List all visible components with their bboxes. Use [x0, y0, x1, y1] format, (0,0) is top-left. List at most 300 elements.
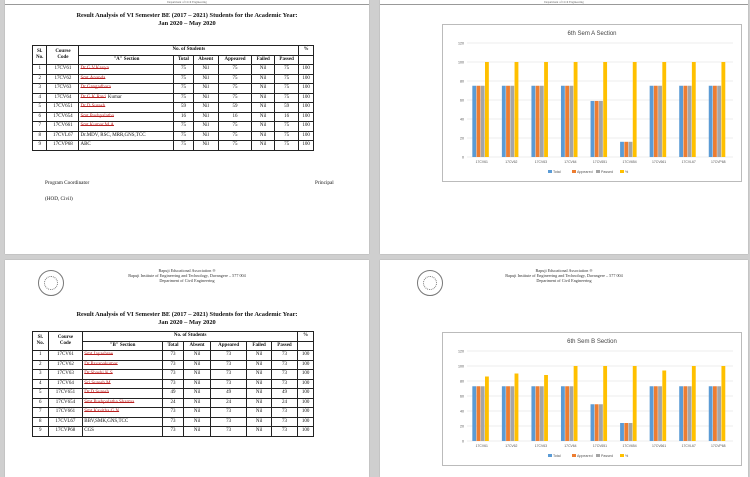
cell-faculty	[83, 389, 163, 399]
bar-total	[591, 101, 595, 157]
org-line2: Bapuji Institute of Engineering and Technology, Davangere – 577 004	[505, 273, 623, 279]
cell-appeared: 73	[211, 351, 247, 361]
y-tick-label: 80	[460, 79, 464, 84]
report-page-a	[5, 0, 369, 254]
faculty-name: Smt.Kavitha.G.N	[84, 409, 120, 415]
bar-chart-sem-b	[443, 333, 741, 465]
faculty-name: Dr.MDV, RSC, MRR,GNS,TCC	[80, 132, 146, 138]
faculty-name: Dr.G.K.Ravi	[80, 94, 106, 100]
col-course-code: Course Code	[47, 46, 79, 65]
org-line3: Department of Civil Engineering	[159, 278, 215, 284]
cell-appeared: 73	[211, 427, 247, 437]
cell-sl: 5	[33, 103, 47, 113]
cell-absent: Nil	[193, 141, 218, 151]
faculty-name: Smt.Kumar.M.A	[80, 123, 114, 129]
cell-absent: Nil	[193, 131, 218, 141]
cell-sl: 2	[33, 74, 47, 84]
cell-course-code: 17CV661	[47, 122, 79, 132]
report-title-line1: Result Analysis of VI Semester BE (2017 – 2021) Students for the Academic Year:	[76, 12, 298, 19]
cell-faculty	[83, 370, 163, 380]
y-tick-label: 100	[458, 60, 464, 65]
cell-pct: 100	[298, 408, 314, 418]
bar-pct	[603, 366, 607, 441]
legend-label: Passed	[601, 170, 613, 174]
legend-label: %	[625, 454, 629, 458]
page-header-cut: Department of Civil Engineering	[5, 0, 369, 5]
cell-passed: 59	[275, 103, 299, 113]
cell-faculty	[79, 74, 174, 84]
org-line3: Department of Civil Engineering	[536, 278, 592, 284]
cell-pct: 100	[299, 74, 314, 84]
col-section: "A" Section	[79, 55, 174, 65]
bar-appeared	[683, 86, 687, 157]
org-header	[5, 268, 369, 284]
cell-course-code: 17CV62	[47, 74, 79, 84]
col-total: Total	[174, 55, 193, 65]
org-line1: Bapuji Educational Association ®	[158, 268, 216, 273]
cell-total: 75	[174, 141, 193, 151]
cell-absent: Nil	[193, 122, 218, 132]
cell-total: 73	[163, 427, 184, 437]
cell-appeared: 73	[211, 417, 247, 427]
cell-passed: 75	[275, 131, 299, 141]
cell-course-code: 17CV651	[47, 103, 79, 113]
org-line1: Bapuji Educational Association ®	[535, 268, 593, 273]
faculty-name: BBV,SMK,GNS,TCC	[84, 418, 129, 424]
x-tick-label: 17CV63	[534, 160, 548, 164]
x-tick-label: 17CV654	[622, 444, 637, 448]
y-tick-label: 20	[460, 136, 464, 141]
chart-title: 6th Sem B Section	[567, 339, 617, 345]
col-appeared: Appeared	[218, 55, 251, 65]
bar-pct	[515, 374, 519, 442]
bar-passed	[658, 386, 662, 441]
bar-total	[620, 423, 624, 441]
table-row	[33, 65, 314, 75]
bar-total	[650, 86, 654, 157]
cell-appeared: 75	[218, 65, 251, 75]
cell-failed: Nil	[247, 408, 272, 418]
cell-sl: 9	[33, 141, 47, 151]
x-tick-label: 17CV661	[652, 160, 667, 164]
cell-passed: 75	[275, 141, 299, 151]
cell-appeared: 75	[218, 93, 251, 103]
legend-label: Appeared	[577, 454, 593, 458]
cell-absent: Nil	[183, 389, 210, 399]
col-absent: Absent	[193, 55, 218, 65]
col-total: Total	[163, 341, 184, 351]
cell-course-code: 17CV654	[48, 398, 83, 408]
bar-appeared	[595, 404, 599, 441]
bar-appeared	[595, 101, 599, 157]
bar-appeared	[565, 86, 569, 157]
cell-passed: 75	[275, 65, 299, 75]
faculty-name-tail: Kumar	[107, 94, 122, 100]
y-tick-label: 40	[460, 117, 464, 122]
report-title-line2: Jan 2020 – May 2020	[158, 319, 216, 326]
legend-swatch	[572, 170, 576, 173]
legend-swatch	[548, 170, 552, 173]
cell-sl: 3	[33, 84, 47, 94]
cell-faculty	[79, 84, 174, 94]
bar-passed	[658, 86, 662, 157]
bar-pct	[692, 62, 696, 157]
bar-total	[679, 386, 683, 441]
cell-faculty	[79, 122, 174, 132]
cell-pct: 100	[299, 93, 314, 103]
table-row	[33, 379, 314, 389]
bar-total	[472, 86, 476, 157]
bar-appeared	[477, 86, 481, 157]
bar-appeared	[506, 86, 510, 157]
cell-appeared: 24	[211, 398, 247, 408]
cell-sl: 4	[33, 379, 49, 389]
bar-passed	[481, 86, 485, 157]
cell-total: 75	[174, 65, 193, 75]
cell-failed: Nil	[247, 398, 272, 408]
col-appeared: Appeared	[211, 341, 247, 351]
bar-total	[591, 404, 595, 441]
cell-passed: 75	[275, 74, 299, 84]
bar-passed	[717, 386, 721, 441]
cell-total: 73	[163, 379, 184, 389]
faculty-name: Dr.G.V.Kavya	[80, 66, 109, 72]
cell-course-code: 17CV61	[48, 351, 83, 361]
faculty-name: Smt.Pushpalatha.Sharma	[84, 399, 135, 405]
cell-course-code: 17CVL67	[48, 417, 83, 427]
cell-passed: 75	[275, 122, 299, 132]
cell-total: 49	[163, 389, 184, 399]
cell-failed: Nil	[252, 103, 275, 113]
bar-pct	[633, 62, 637, 157]
cell-failed: Nil	[247, 351, 272, 361]
cell-appeared: 16	[218, 112, 251, 122]
cell-pct: 100	[298, 417, 314, 427]
cell-passed: 73	[271, 417, 297, 427]
bar-total	[561, 86, 565, 157]
faculty-name: CGS	[84, 428, 94, 434]
bar-pct	[544, 375, 548, 441]
cell-failed: Nil	[247, 370, 272, 380]
cell-faculty	[79, 112, 174, 122]
col-failed: Failed	[252, 55, 275, 65]
cell-course-code: 17CV654	[47, 112, 79, 122]
bar-passed	[540, 86, 544, 157]
cell-total: 75	[174, 131, 193, 141]
bar-total	[679, 86, 683, 157]
cell-sl: 2	[33, 360, 49, 370]
faculty-name: ABC	[80, 142, 91, 148]
col-sl: Sl. No.	[33, 46, 47, 65]
y-tick-label: 60	[460, 394, 464, 399]
cell-passed: 24	[271, 398, 297, 408]
org-line2: Bapuji Institute of Engineering and Technology, Davangere – 577 004	[128, 273, 246, 279]
cell-sl: 8	[33, 131, 47, 141]
x-tick-label: 17CV654	[622, 160, 637, 164]
cell-sl: 1	[33, 351, 49, 361]
col-sl: Sl. No.	[33, 332, 49, 351]
legend-label: %	[625, 170, 629, 174]
cell-total: 75	[174, 93, 193, 103]
cell-appeared: 49	[211, 389, 247, 399]
cell-sl: 8	[33, 417, 49, 427]
legend-label: Total	[553, 170, 561, 174]
cell-total: 73	[163, 360, 184, 370]
bar-appeared	[536, 386, 540, 441]
table-row	[33, 84, 314, 94]
x-tick-label: 17CV62	[505, 444, 518, 448]
cell-pct: 100	[298, 427, 314, 437]
cell-failed: Nil	[252, 65, 275, 75]
cell-absent: Nil	[183, 408, 210, 418]
x-tick-label: 17CV62	[505, 160, 518, 164]
table-row	[33, 417, 314, 427]
cell-course-code: 17CV63	[47, 84, 79, 94]
bar-pct	[662, 371, 666, 442]
cell-absent: Nil	[183, 417, 210, 427]
cell-pct: 100	[299, 122, 314, 132]
col-students: No. of Students	[83, 332, 298, 342]
cell-pct: 100	[298, 360, 314, 370]
cell-passed: 73	[271, 370, 297, 380]
y-tick-label: 60	[460, 98, 464, 103]
bar-total	[502, 386, 506, 441]
bar-pct	[603, 62, 607, 157]
cell-passed: 73	[271, 360, 297, 370]
bar-total	[709, 86, 713, 157]
cell-faculty	[83, 398, 163, 408]
bar-pct	[721, 62, 725, 157]
cell-appeared: 75	[218, 122, 251, 132]
cell-pct: 100	[298, 379, 314, 389]
bar-pct	[515, 62, 519, 157]
cell-failed: Nil	[252, 122, 275, 132]
cell-faculty	[83, 408, 163, 418]
cell-appeared: 75	[218, 141, 251, 151]
cell-failed: Nil	[247, 379, 272, 389]
y-tick-label: 100	[458, 364, 464, 369]
cell-appeared: 75	[218, 84, 251, 94]
report-title-line2: Jan 2020 – May 2020	[158, 20, 216, 27]
cell-course-code: 17CV63	[48, 370, 83, 380]
table-row	[33, 389, 314, 399]
bar-passed	[599, 101, 603, 157]
bar-total	[531, 86, 535, 157]
col-failed: Failed	[247, 341, 272, 351]
table-row	[33, 131, 314, 141]
legend-swatch	[572, 454, 576, 457]
cell-total: 73	[163, 351, 184, 361]
legend-swatch	[548, 454, 552, 457]
cell-total: 75	[174, 122, 193, 132]
chart-page-a	[380, 0, 748, 254]
cell-passed: 16	[275, 112, 299, 122]
col-section: "B" Section	[83, 341, 163, 351]
cell-appeared: 75	[218, 131, 251, 141]
y-tick-label: 20	[460, 424, 464, 429]
cell-course-code: 17CVP68	[47, 141, 79, 151]
bar-pct	[574, 62, 578, 157]
cell-total: 73	[163, 370, 184, 380]
y-tick-label: 120	[458, 349, 464, 354]
y-tick-label: 120	[458, 41, 464, 46]
cell-pct: 100	[298, 370, 314, 380]
bar-appeared	[713, 386, 717, 441]
cell-sl: 1	[33, 65, 47, 75]
cell-pct: 100	[299, 131, 314, 141]
bar-total	[620, 142, 624, 157]
chart-page-b	[380, 260, 748, 477]
cell-failed: Nil	[247, 417, 272, 427]
bar-appeared	[506, 386, 510, 441]
cell-faculty	[83, 351, 163, 361]
bar-pct	[485, 62, 489, 157]
bar-pct	[485, 377, 489, 442]
chart-title: 6th Sem A Section	[567, 31, 617, 37]
cell-course-code: 17CV64	[47, 93, 79, 103]
bar-pct	[721, 366, 725, 441]
report-title	[5, 12, 369, 28]
bar-passed	[510, 86, 514, 157]
faculty-name: Dr.D.Suresh	[84, 390, 109, 396]
bar-total	[709, 386, 713, 441]
cell-absent: Nil	[183, 360, 210, 370]
chart-box-b	[442, 332, 742, 466]
bar-passed	[569, 386, 573, 441]
cell-sl: 5	[33, 389, 49, 399]
bar-appeared	[477, 386, 481, 441]
cell-pct: 100	[298, 398, 314, 408]
bar-appeared	[713, 86, 717, 157]
cell-absent: Nil	[193, 74, 218, 84]
cell-course-code: 17CVP68	[48, 427, 83, 437]
x-tick-label: 17CV64	[564, 160, 577, 164]
cell-pct: 100	[299, 65, 314, 75]
cell-faculty	[79, 103, 174, 113]
cell-absent: Nil	[183, 427, 210, 437]
y-tick-label: 0	[462, 155, 464, 160]
table-row	[33, 360, 314, 370]
cell-sl: 3	[33, 370, 49, 380]
cell-passed: 73	[271, 379, 297, 389]
cell-failed: Nil	[252, 131, 275, 141]
cell-pct: 100	[298, 389, 314, 399]
cell-faculty	[83, 360, 163, 370]
cell-failed: Nil	[247, 389, 272, 399]
faculty-name: Smt.Jayashree	[84, 352, 113, 358]
cell-total: 24	[163, 398, 184, 408]
col-passed: Passed	[275, 55, 299, 65]
cell-appeared: 73	[211, 360, 247, 370]
bar-appeared	[683, 386, 687, 441]
table-row	[33, 398, 314, 408]
table-row	[33, 93, 314, 103]
col-pct: %	[298, 332, 314, 342]
bar-total	[502, 86, 506, 157]
bar-pct	[692, 366, 696, 441]
bar-pct	[544, 62, 548, 157]
bar-appeared	[565, 386, 569, 441]
bar-pct	[633, 366, 637, 441]
cell-absent: Nil	[193, 112, 218, 122]
report-page-b	[5, 260, 369, 477]
cell-absent: Nil	[183, 370, 210, 380]
cell-absent: Nil	[193, 65, 218, 75]
cell-failed: Nil	[252, 112, 275, 122]
cell-appeared: 75	[218, 74, 251, 84]
chart-box-a	[442, 24, 742, 182]
cell-passed: 49	[271, 389, 297, 399]
cell-course-code: 17CV651	[48, 389, 83, 399]
result-table-b	[32, 331, 314, 437]
cell-failed: Nil	[252, 84, 275, 94]
legend-swatch	[620, 454, 624, 457]
table-row	[33, 351, 314, 361]
legend-label: Passed	[601, 454, 613, 458]
result-table-a	[32, 45, 314, 151]
faculty-name: Dr.Pavanakumar	[84, 361, 118, 367]
bar-appeared	[654, 86, 658, 157]
legend-swatch	[596, 454, 600, 457]
cell-appeared: 73	[211, 408, 247, 418]
cell-total: 59	[174, 103, 193, 113]
cell-sl: 7	[33, 122, 47, 132]
bar-passed	[510, 386, 514, 441]
x-tick-label: 17CVP68	[710, 444, 726, 448]
bar-appeared	[624, 423, 628, 441]
cell-appeared: 73	[211, 379, 247, 389]
table-row	[33, 141, 314, 151]
cell-failed: Nil	[247, 427, 272, 437]
x-tick-label: 17CV61	[475, 160, 488, 164]
bar-passed	[569, 86, 573, 157]
table-row	[33, 112, 314, 122]
bar-appeared	[624, 142, 628, 157]
bar-appeared	[536, 86, 540, 157]
bar-passed	[540, 386, 544, 441]
x-tick-label: 17CV651	[592, 160, 608, 164]
cell-passed: 75	[275, 93, 299, 103]
cell-absent: Nil	[193, 103, 218, 113]
cell-failed: Nil	[252, 74, 275, 84]
cell-pct: 100	[299, 141, 314, 151]
bar-passed	[629, 142, 633, 157]
cell-total: 73	[163, 417, 184, 427]
y-tick-label: 80	[460, 379, 464, 384]
bar-total	[472, 386, 476, 441]
hod-civil: (HOD, Civil)	[45, 196, 73, 202]
cell-absent: Nil	[193, 93, 218, 103]
cell-course-code: 17CV64	[48, 379, 83, 389]
bar-passed	[688, 386, 692, 441]
cell-passed: 73	[271, 427, 297, 437]
cell-pct: 100	[298, 351, 314, 361]
col-passed: Passed	[271, 341, 297, 351]
faculty-name: Dr.Gangadhara	[80, 85, 111, 91]
org-header	[380, 268, 748, 284]
cell-passed: 75	[275, 84, 299, 94]
faculty-name: Smt.Pushpalatha	[80, 113, 114, 119]
legend-swatch	[596, 170, 600, 173]
cell-faculty	[83, 379, 163, 389]
cell-absent: Nil	[183, 379, 210, 389]
cell-total: 75	[174, 74, 193, 84]
bar-passed	[717, 86, 721, 157]
cell-appeared: 73	[211, 370, 247, 380]
cell-absent: Nil	[183, 398, 210, 408]
cell-course-code: 17CVL67	[47, 131, 79, 141]
cell-pct: 100	[299, 103, 314, 113]
